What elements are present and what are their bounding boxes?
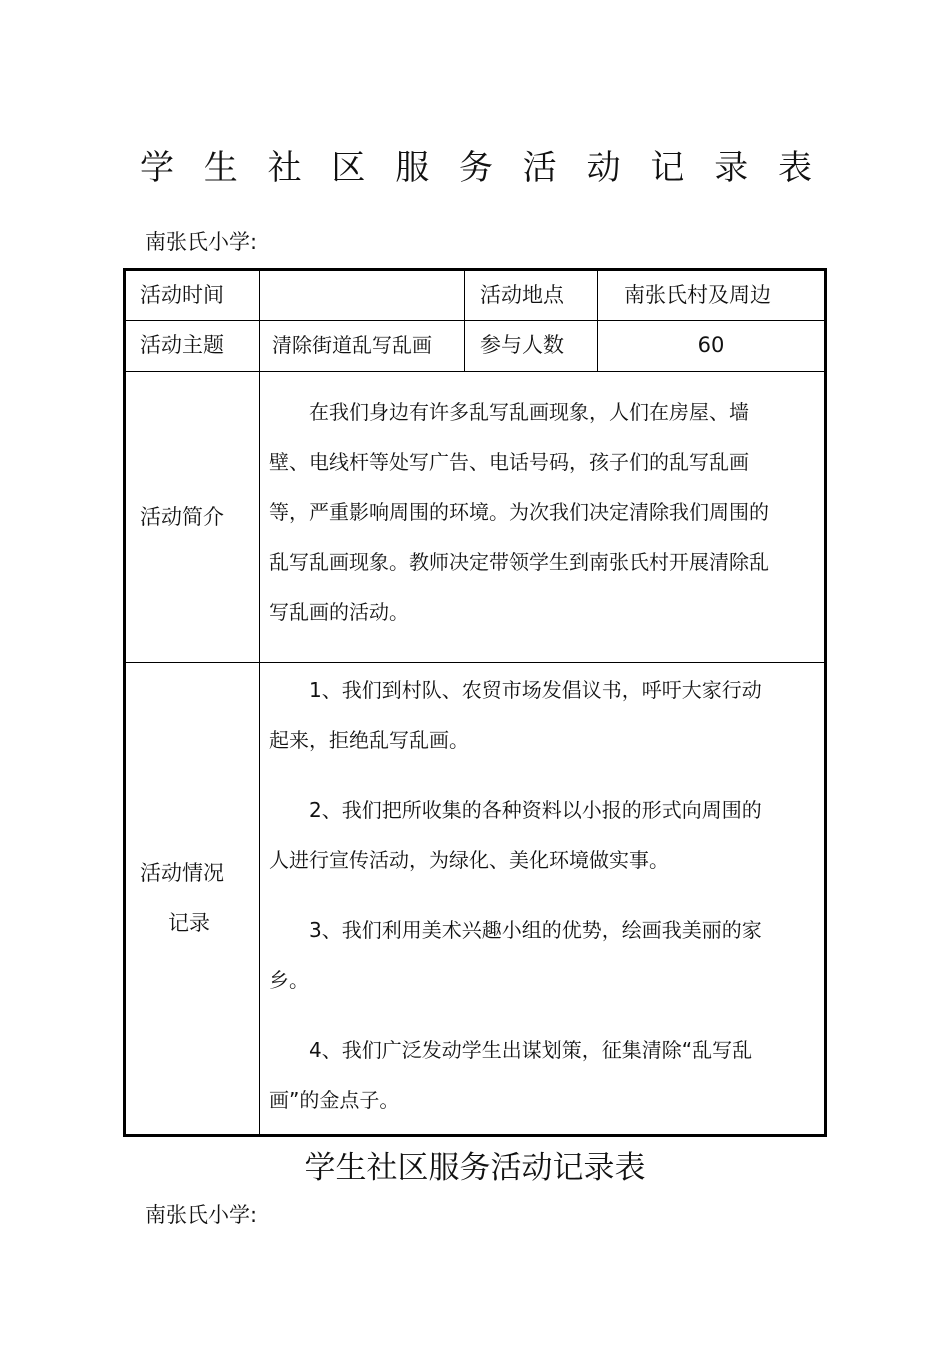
intro-text: 在我们身边有许多乱写乱画现象，人们在房屋、墙壁、电线杆等处写广告、电话号码，孩子们的乱写乱画等，严重影响周围的环境。为次我们决定清除我们周围的乱写乱画现象。教师决定带领学生到南张氏村开展清除乱写乱画的活动。 <box>269 400 769 624</box>
school-name: 南张氏小学: <box>145 230 258 254</box>
record-item-1: 1、我们到村队、农贸市场发倡议书，呼吁大家行动起来，拒绝乱写乱画。 <box>269 678 762 752</box>
record-item-4: 4、我们广泛发动学生出谋划策，征集清除“乱写乱画”的金点子。 <box>269 1038 753 1112</box>
record-label <box>140 858 224 938</box>
activity-record-table <box>123 268 827 1137</box>
theme-label: 活动主题 <box>140 333 224 357</box>
record-text-block <box>269 665 781 1125</box>
count-value: 60 <box>697 333 725 357</box>
record-item-2: 2、我们把所收集的各种资料以小报的形式向周围的人进行宣传活动，为绿化、美化环境做实事。 <box>269 798 762 872</box>
page-title-2: 学生社区服务活动记录表 <box>304 1150 646 1186</box>
place-label: 活动地点 <box>480 283 564 307</box>
time-label: 活动时间 <box>140 283 224 307</box>
count-label: 参与人数 <box>480 333 564 357</box>
theme-value: 清除街道乱写乱画 <box>272 333 432 357</box>
school-name-2: 南张氏小学: <box>145 1203 258 1227</box>
row-divider-3 <box>126 662 824 663</box>
record-item-3: 3、我们利用美术兴趣小组的优势，绘画我美丽的家乡。 <box>269 918 762 992</box>
row-divider-1 <box>126 320 824 321</box>
intro-label: 活动简介 <box>140 505 224 529</box>
row-divider-2 <box>126 371 824 372</box>
page-title: 学 生 社 区 服 务 活 动 记 录 表 <box>140 148 812 188</box>
record-label-line-2: 记录 <box>168 911 210 935</box>
place-value: 南张氏村及周边 <box>624 283 771 307</box>
record-label-line-1: 活动情况 <box>140 861 224 885</box>
col-divider-1 <box>259 271 260 1134</box>
col-divider-2 <box>464 271 465 371</box>
intro-text-block <box>269 387 781 637</box>
